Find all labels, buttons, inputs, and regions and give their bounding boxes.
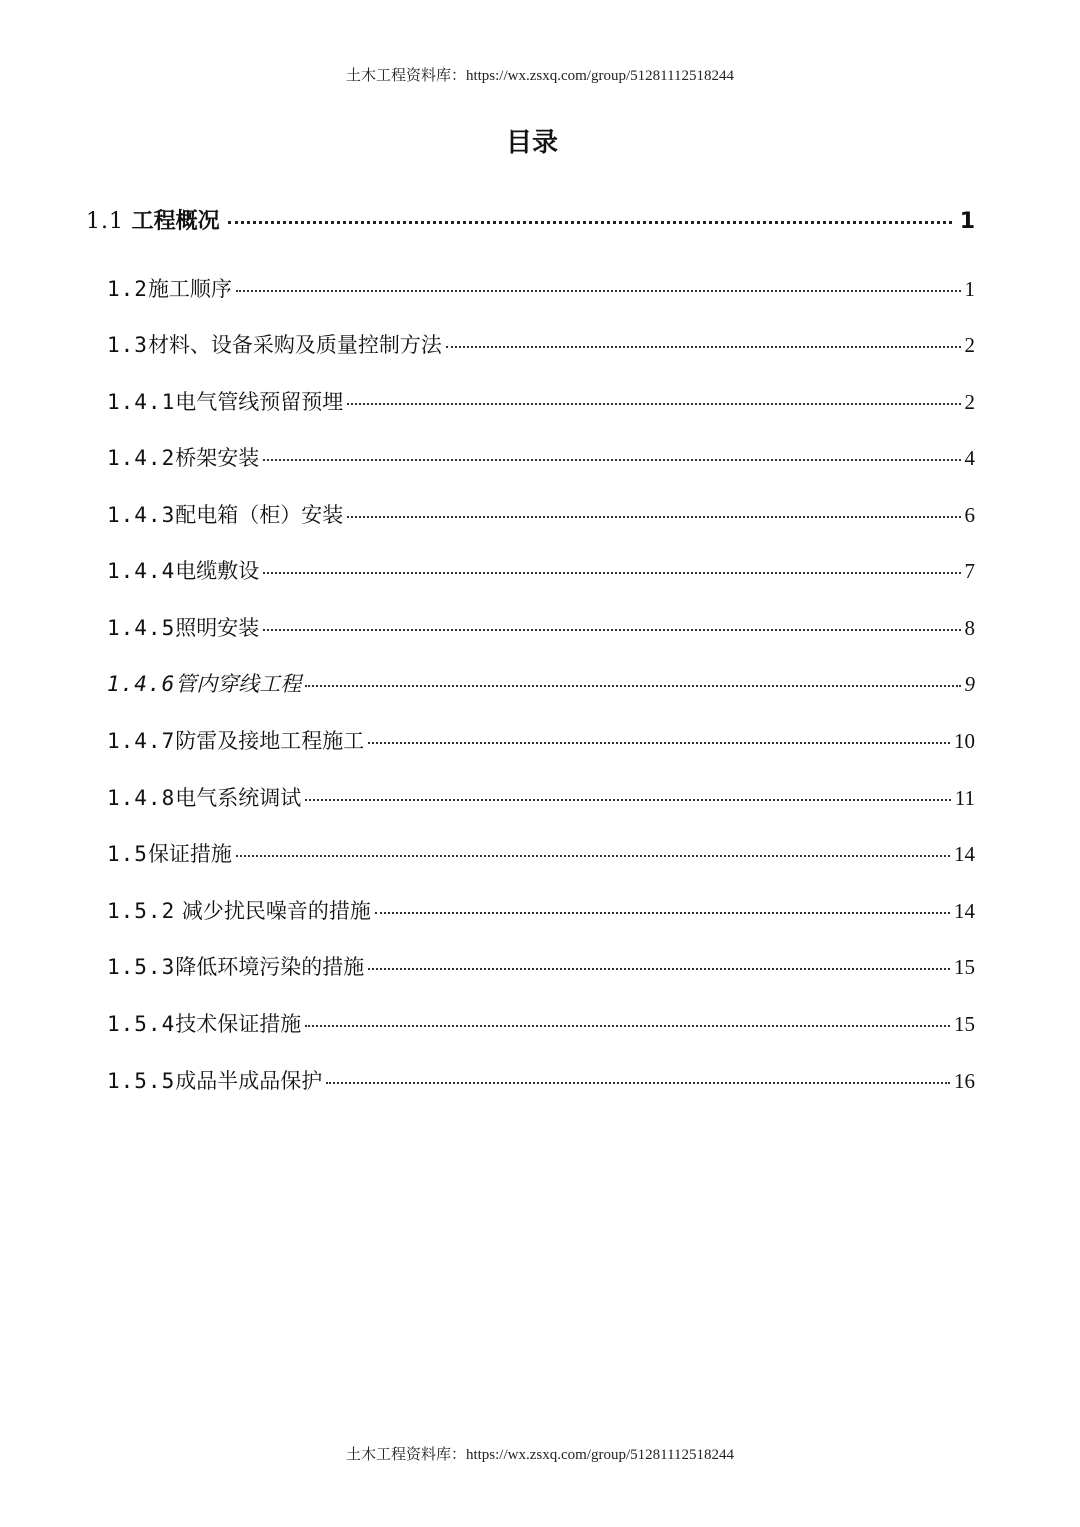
toc-entry-1-5-5[interactable] — [107, 1065, 975, 1095]
toc-page-number: 16 — [954, 1069, 975, 1093]
toc-entry-label: 1.4.8电气系统调试 — [107, 786, 302, 810]
toc-page-number: 4 — [964, 446, 975, 470]
toc-page-number: 15 — [954, 1012, 975, 1036]
toc-page-number: 9 — [964, 672, 975, 696]
dot-leader — [305, 685, 960, 687]
toc-entry-1-4-3[interactable] — [107, 499, 975, 529]
dot-leader — [368, 968, 950, 970]
dot-leader — [263, 572, 960, 574]
toc-entry-1-5-3[interactable] — [107, 951, 975, 981]
toc-entry-label: 1.4.7防雷及接地工程施工 — [107, 729, 365, 753]
dot-leader — [368, 742, 950, 744]
dot-leader — [347, 516, 960, 518]
toc-entry-label: 1.4.1电气管线预留预埋 — [107, 390, 344, 414]
toc-entry-label: 1.5.4技术保证措施 — [107, 1012, 302, 1036]
toc-entry-label: 1.4.3配电箱（柜）安装 — [107, 503, 344, 527]
toc-page-number: 14 — [954, 899, 975, 923]
toc-entry-label: 1.5.5成品半成品保护 — [107, 1069, 323, 1093]
dot-leader — [305, 1025, 950, 1027]
toc-page-number: 1 — [959, 209, 975, 234]
toc-entry-1-4-1[interactable] — [107, 386, 975, 416]
toc-entry-1-4-4[interactable] — [107, 555, 975, 585]
toc-entry-1-4-2[interactable] — [107, 442, 975, 472]
toc-entry-label: 1.4.6管内穿线工程 — [107, 672, 302, 696]
page-header-source: 土木工程资料库：https://wx.zsxq.com/group/51281112518244 — [345, 68, 735, 84]
toc-page-number: 6 — [964, 503, 975, 527]
toc-entry-1-4-5[interactable] — [107, 612, 975, 642]
toc-entry-label: 1.5.3降低环境污染的措施 — [107, 955, 365, 979]
toc-page-number: 8 — [964, 616, 975, 640]
toc-entry-1-1[interactable] — [86, 204, 975, 235]
toc-page-number: 1 — [964, 277, 975, 301]
toc-entry-label: 1.4.4电缆敷设 — [107, 559, 260, 583]
toc-entry-label: 1.1 工程概况 — [86, 209, 220, 234]
dot-leader — [228, 221, 952, 224]
dot-leader — [236, 290, 961, 292]
toc-entry-label: 1.5.2 减少扰民噪音的措施 — [107, 899, 371, 923]
toc-entry-1-4-7[interactable] — [107, 725, 975, 755]
toc-entry-1-2[interactable] — [107, 273, 975, 303]
toc-page-number: 15 — [954, 955, 975, 979]
toc-page-number: 2 — [964, 390, 975, 414]
toc-entry-label: 1.2施工顺序 — [107, 277, 232, 301]
dot-leader — [347, 403, 960, 405]
toc-entry-label: 1.4.2桥架安装 — [107, 446, 260, 470]
dot-leader — [263, 629, 960, 631]
toc-entry-1-3[interactable] — [107, 329, 975, 359]
dot-leader — [446, 346, 961, 348]
toc-page-number: 7 — [964, 559, 975, 583]
toc-page-number: 2 — [964, 333, 975, 357]
toc-page-number: 10 — [954, 729, 975, 753]
toc-entry-1-5[interactable] — [107, 838, 975, 868]
toc-entry-1-5-2[interactable] — [107, 895, 975, 925]
dot-leader — [236, 855, 950, 857]
dot-leader — [305, 799, 951, 801]
toc-page-number: 11 — [954, 786, 975, 810]
toc-entry-1-4-8[interactable] — [107, 782, 975, 812]
toc-page-number: 14 — [954, 842, 975, 866]
page-footer-source: 土木工程资料库：https://wx.zsxq.com/group/51281112518244 — [345, 1447, 735, 1463]
dot-leader — [326, 1082, 950, 1084]
dot-leader — [375, 912, 950, 914]
toc-entry-label: 1.4.5照明安装 — [107, 616, 260, 640]
dot-leader — [263, 459, 960, 461]
toc-entry-label: 1.3材料、设备采购及质量控制方法 — [107, 333, 442, 357]
toc-entry-1-5-4[interactable] — [107, 1008, 975, 1038]
toc-entry-label: 1.5保证措施 — [107, 842, 232, 866]
toc-entry-1-4-6[interactable] — [107, 668, 975, 698]
page-title: 目录 — [505, 128, 558, 158]
